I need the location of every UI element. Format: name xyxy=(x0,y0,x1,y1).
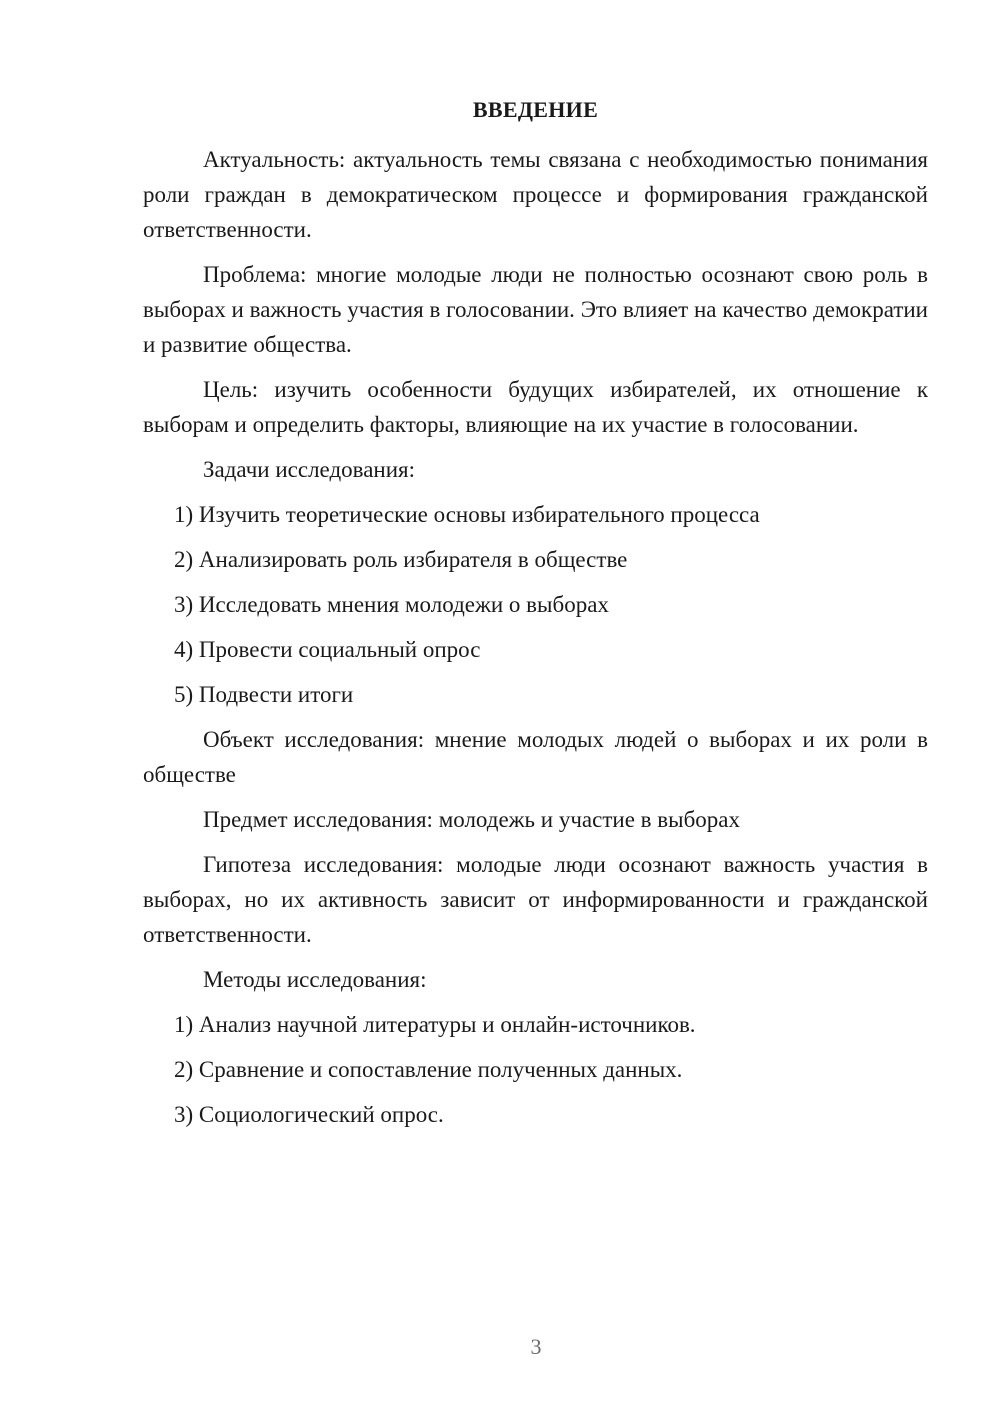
relevance-paragraph: Актуальность: актуальность темы связана с необходимостью понимания роли граждан в демократическом процессе и формирования гражданской ответственности. xyxy=(143,147,928,242)
list-item: 1) Изучить теоретические основы избирательного процесса xyxy=(174,502,760,527)
methods-list xyxy=(143,1007,928,1132)
subject-paragraph: Предмет исследования: молодежь и участие в выборах xyxy=(203,807,740,832)
list-item: 5) Подвести итоги xyxy=(174,682,354,707)
tasks-list xyxy=(143,497,928,712)
tasks-heading: Задачи исследования: xyxy=(203,457,416,482)
page-content xyxy=(143,95,928,1142)
list-item: 3) Социологический опрос. xyxy=(174,1102,444,1127)
hypothesis-paragraph: Гипотеза исследования: молодые люди осознают важность участия в выборах, но их активность зависит от информированности и гражданской ответственности. xyxy=(143,852,928,947)
page-number: 3 xyxy=(530,1334,542,1359)
list-item: 2) Анализировать роль избирателя в обществе xyxy=(174,547,628,572)
list-item: 3) Исследовать мнения молодежи о выборах xyxy=(174,592,609,617)
methods-heading: Методы исследования: xyxy=(203,967,427,992)
goal-paragraph: Цель: изучить особенности будущих избирателей, их отношение к выборам и определить факторы, влияющие на их участие в голосовании. xyxy=(143,377,928,437)
list-item: 1) Анализ научной литературы и онлайн-источников. xyxy=(174,1012,696,1037)
page-title: ВВЕДЕНИЕ xyxy=(472,97,599,122)
list-item: 2) Сравнение и сопоставление полученных данных. xyxy=(174,1057,683,1082)
problem-paragraph: Проблема: многие молодые люди не полностью осознают свою роль в выборах и важность участия в голосовании. Это влияет на качество демократии и развитие общества. xyxy=(143,262,928,357)
list-item: 4) Провести социальный опрос xyxy=(174,637,481,662)
object-paragraph: Объект исследования: мнение молодых людей о выборах и их роли в обществе xyxy=(143,727,928,787)
